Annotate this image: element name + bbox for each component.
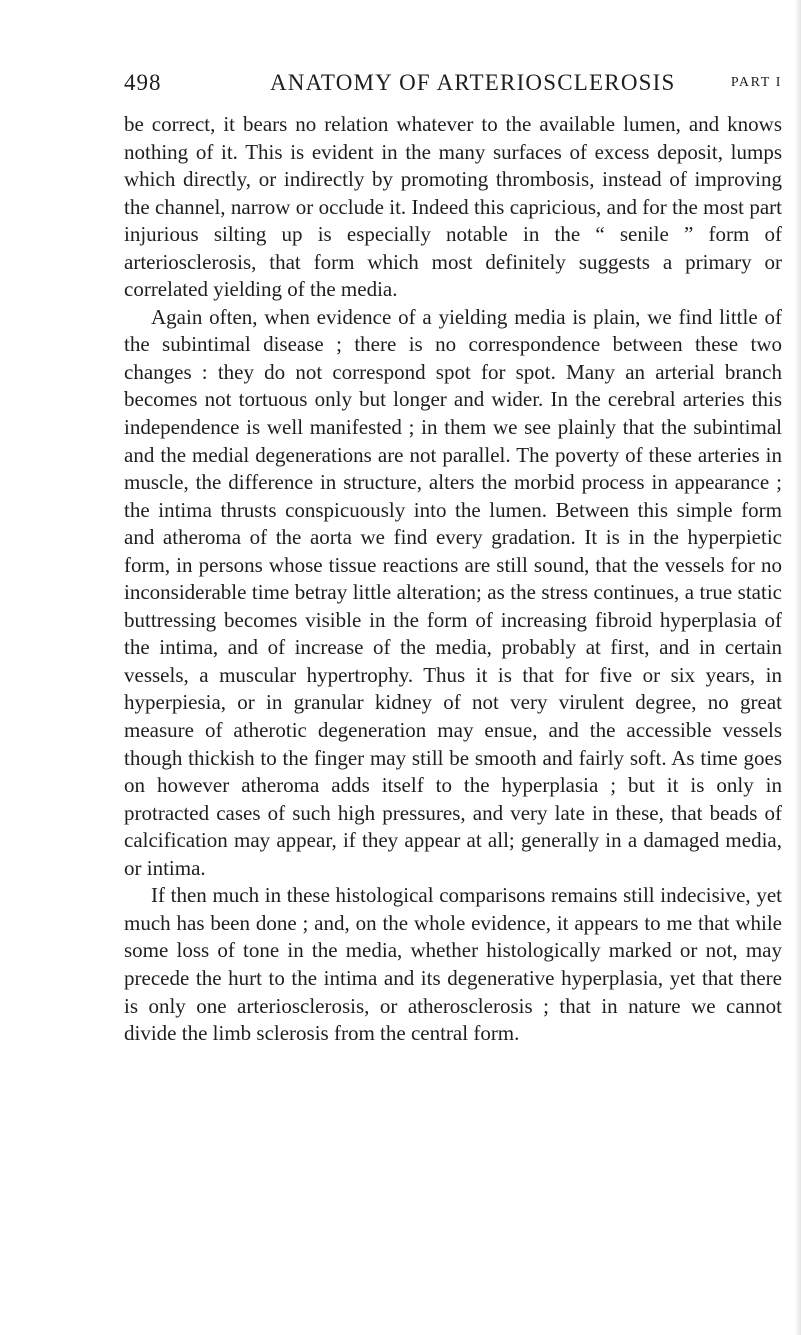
body-text — [124, 111, 782, 1048]
page-number: 498 — [124, 70, 162, 95]
part-label: PART I — [730, 75, 782, 90]
paragraph: If then much in these histological comparisons remains still indecisive, yet much has been done ; and, on the whole evidence, it appears to me that while some loss of tone in the media, whether histologically marked or not, may precede the hurt to the intima and its degenerative hyperplasia, yet that there is only one arteriosclerosis, or atherosclerosis ; that in nature we cannot divide the limb sclerosis from the central form. — [124, 883, 782, 1046]
page-edge-shadow — [795, 0, 801, 1335]
paragraph-continued: be correct, it bears no relation whatever to the available lumen, and knows nothing of it. This is evident in the many surfaces of excess deposit, lumps which directly, or indirectly by promoting thrombosis, instead of improving the channel, narrow or occlude it. Indeed this capricious, and for the most part injurious silting up is especially notable in the “ senile ” form of arteriosclerosis, that form which most definitely suggests a primary or correlated yielding of the media. — [124, 112, 782, 302]
paragraph: Again often, when evidence of a yielding media is plain, we find little of the subintimal disease ; there is no correspondence between these two changes : they do not correspond spot for spot. Many an arterial branch becomes not tortuous only but longer and wider. In the cerebral arteries this independence is well manifested ; in them we see plainly that the subintimal and the medial degenerations are not parallel. The poverty of these arteries in muscle, the difference in structure, alters the morbid process in appearance ; the intima thrusts conspicuously into the lumen. Between this simple form and atheroma of the aorta we find every gradation. It is in the hyperpietic form, in persons whose tissue reactions are still sound, that the vessels for no inconsiderable time betray little alteration; as the stress continues, a true static buttressing becomes visible in the form of increasing fibroid hyperplasia of the intima, and of increase of the media, probably at first, and in certain vessels, a muscular hypertrophy. Thus it is that for five or six years, in hyperpiesia, or in granular kidney of not very virulent degree, no great measure of atherotic degeneration may ensue, and the accessible vessels though thickish to the finger may still be smooth and fairly soft. As time goes on however atheroma adds itself to the hyperplasia ; but it is only in protracted cases of such high pressures, and very late in these, that beads of calcification may appear, if they appear at all; generally in a damaged media, or intima. — [124, 304, 782, 880]
running-title: ANATOMY OF ARTERIOSCLEROSIS — [270, 70, 676, 95]
running-head — [124, 70, 782, 106]
